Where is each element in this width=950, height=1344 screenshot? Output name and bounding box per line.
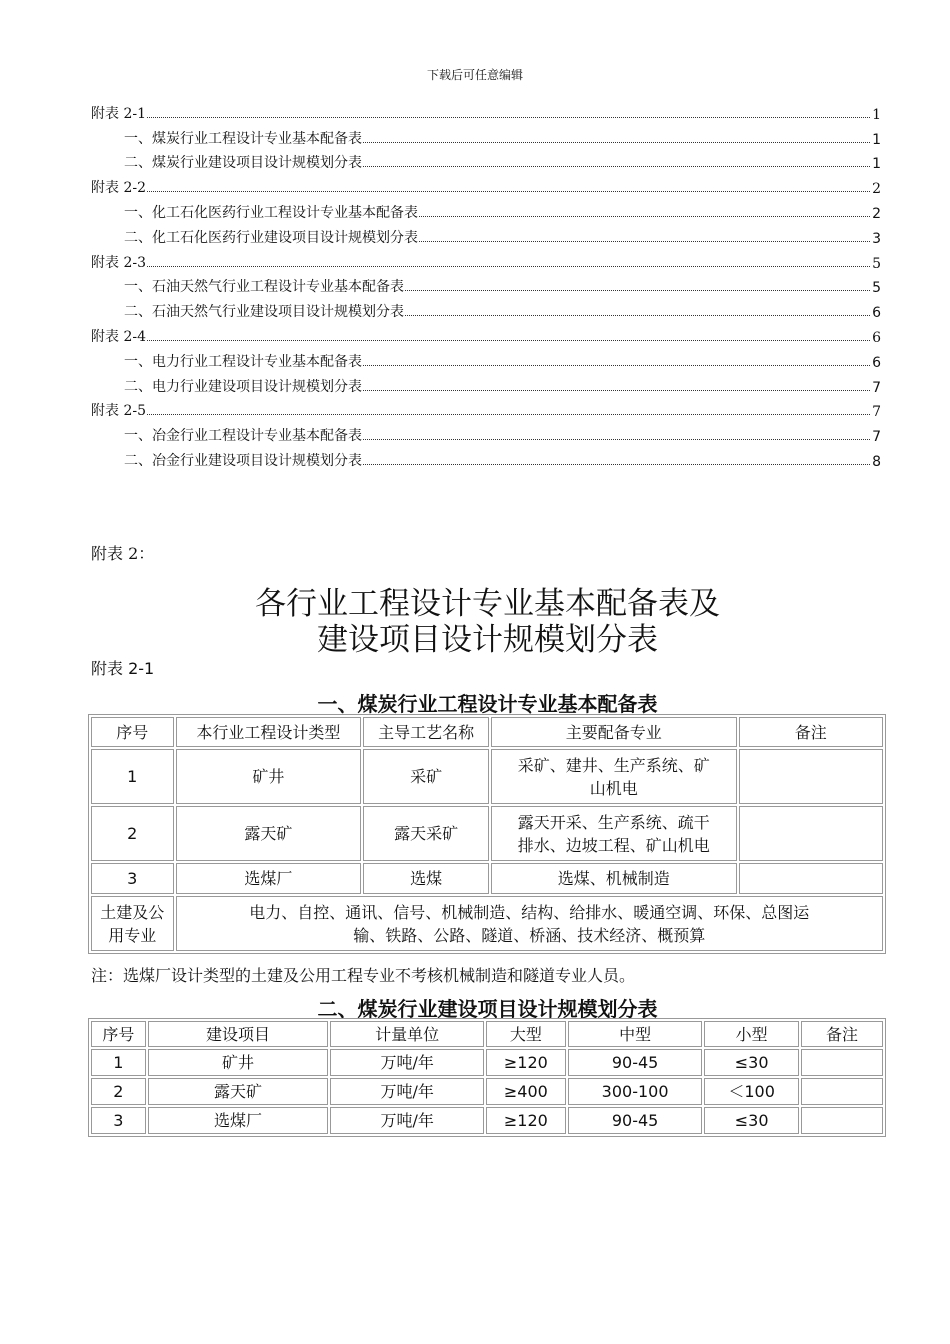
toc-entry[interactable] [91, 371, 881, 396]
toc-entry[interactable] [91, 197, 881, 222]
small: ≤30 [704, 1107, 799, 1134]
attachment-label: 附表 2： [91, 544, 155, 563]
toc-page-number: 1 [872, 106, 881, 123]
toc-leader-dots [147, 340, 870, 341]
header-cell: 大型 [486, 1021, 566, 1047]
toc-entry-text: 二、冶金行业建设项目设计规模划分表 [124, 452, 362, 469]
remark [801, 1078, 883, 1105]
header-cell: 序号 [91, 717, 174, 747]
toc-entry[interactable] [91, 420, 881, 445]
table-row [91, 806, 883, 861]
toc-page-number: 2 [872, 181, 881, 198]
row-no: 3 [91, 863, 174, 894]
public-label-line: 用专业 [108, 925, 157, 945]
process-name: 采矿 [363, 749, 489, 804]
project: 矿井 [148, 1049, 329, 1076]
majors-line: 排水、边坡工程、矿山机电 [517, 835, 710, 855]
toc-entry[interactable] [91, 98, 881, 123]
toc-entry[interactable] [91, 445, 881, 470]
small: ＜100 [704, 1078, 799, 1105]
toc-page-number: 1 [872, 156, 881, 173]
toc-page-number: 6 [872, 329, 881, 346]
medium: 90-45 [568, 1107, 703, 1134]
table-of-contents [91, 98, 881, 470]
majors-line: 山机电 [589, 778, 638, 798]
header-cell: 小型 [704, 1021, 799, 1047]
toc-entry[interactable] [91, 346, 881, 371]
small: ≤30 [704, 1049, 799, 1076]
large: ≥120 [486, 1049, 566, 1076]
table-row [91, 1049, 883, 1076]
toc-entry[interactable] [91, 222, 881, 247]
majors: 选煤、机械制造 [491, 863, 737, 894]
remark [801, 1107, 883, 1134]
toc-entry[interactable] [91, 148, 881, 173]
toc-entry[interactable] [91, 321, 881, 346]
page-header: 下载后可任意编辑 [426, 68, 523, 82]
main-title [0, 586, 950, 658]
table-note: 注：选煤厂设计类型的土建及公用工程专业不考核机械制造和隧道专业人员。 [91, 966, 636, 985]
toc-page-number: 6 [872, 354, 881, 371]
staffing-table [88, 714, 886, 954]
medium: 300-100 [568, 1078, 703, 1105]
toc-entry-text: 二、电力行业建设项目设计规模划分表 [124, 378, 362, 395]
public-content-line: 电力、自控、通讯、信号、机械制造、结构、给排水、暖通空调、环保、总图运 [249, 902, 810, 922]
toc-entry[interactable] [91, 123, 881, 148]
row-no: 2 [91, 806, 174, 861]
toc-entry[interactable] [91, 247, 881, 272]
table-header-row [91, 1021, 883, 1047]
toc-page-number: 1 [872, 131, 881, 148]
header-cell: 备注 [801, 1021, 883, 1047]
public-label [91, 896, 174, 951]
section1-title: 一、煤炭行业工程设计专业基本配备表 [317, 692, 658, 716]
header-cell: 主导工艺名称 [363, 717, 489, 747]
toc-entry-text: 附表 2-1 [91, 105, 146, 122]
toc-page-number: 3 [872, 230, 881, 247]
toc-entry-text: 附表 2-3 [91, 254, 146, 271]
main-title-line-2: 建设项目设计规模划分表 [317, 622, 658, 658]
toc-leader-dots [147, 191, 870, 192]
process-name: 露天采矿 [363, 806, 489, 861]
toc-entry-text: 一、冶金行业工程设计专业基本配备表 [124, 428, 362, 445]
toc-entry-text: 二、煤炭行业建设项目设计规模划分表 [124, 155, 362, 172]
majors [491, 749, 737, 804]
toc-page-number: 5 [872, 255, 881, 272]
row-no: 2 [91, 1078, 146, 1105]
table-row [91, 1078, 883, 1105]
design-type: 选煤厂 [176, 863, 362, 894]
toc-entry[interactable] [91, 172, 881, 197]
toc-page-number: 8 [872, 453, 881, 470]
unit: 万吨/年 [330, 1078, 483, 1105]
row-no: 1 [91, 749, 174, 804]
toc-leader-dots [147, 266, 870, 267]
toc-page-number: 2 [872, 205, 881, 222]
public-content-line: 输、铁路、公路、隧道、桥涵、技术经济、概预算 [353, 925, 706, 945]
toc-leader-dots [405, 315, 870, 316]
toc-entry-text: 附表 2-5 [91, 403, 146, 420]
toc-entry-text: 一、电力行业工程设计专业基本配备表 [124, 353, 362, 370]
toc-entry-text: 一、化工石化医药行业工程设计专业基本配备表 [124, 204, 418, 221]
toc-entry[interactable] [91, 272, 881, 297]
unit: 万吨/年 [330, 1107, 483, 1134]
remark [801, 1049, 883, 1076]
sub-label: 附表 2-1 [91, 659, 155, 678]
project: 选煤厂 [148, 1107, 329, 1134]
row-no: 3 [91, 1107, 146, 1134]
toc-leader-dots [419, 241, 870, 242]
toc-leader-dots [405, 290, 870, 291]
table-row [91, 863, 883, 894]
table-row [91, 1107, 883, 1134]
toc-page-number: 7 [872, 379, 881, 396]
majors-line: 露天开采、生产系统、疏干 [517, 812, 710, 832]
table-header-row [91, 717, 883, 747]
toc-leader-dots [363, 390, 870, 391]
table-row [91, 749, 883, 804]
toc-entry-text: 附表 2-2 [91, 180, 146, 197]
toc-leader-dots [363, 166, 870, 167]
header-cell: 计量单位 [330, 1021, 483, 1047]
large: ≥400 [486, 1078, 566, 1105]
unit: 万吨/年 [330, 1049, 483, 1076]
toc-entry[interactable] [91, 296, 881, 321]
public-label-line: 土建及公 [100, 902, 165, 922]
public-row [91, 896, 883, 951]
toc-page-number: 6 [872, 305, 881, 322]
toc-page-number: 7 [872, 429, 881, 446]
toc-leader-dots [419, 216, 870, 217]
toc-page-number: 5 [872, 280, 881, 297]
medium: 90-45 [568, 1049, 703, 1076]
toc-entry[interactable] [91, 396, 881, 421]
toc-leader-dots [147, 414, 870, 415]
row-no: 1 [91, 1049, 146, 1076]
toc-leader-dots [363, 464, 870, 465]
process-name: 选煤 [363, 863, 489, 894]
toc-entry-text: 二、石油天然气行业建设项目设计规模划分表 [124, 304, 404, 321]
design-type: 露天矿 [176, 806, 362, 861]
toc-leader-dots [363, 365, 870, 366]
scale-table [88, 1018, 886, 1137]
majors-line: 采矿、建井、生产系统、矿 [517, 755, 710, 775]
toc-leader-dots [147, 117, 870, 118]
header-cell: 主要配备专业 [491, 717, 737, 747]
public-content [176, 896, 883, 951]
toc-entry-text: 附表 2-4 [91, 328, 146, 345]
large: ≥120 [486, 1107, 566, 1134]
design-type: 矿井 [176, 749, 362, 804]
toc-entry-text: 一、石油天然气行业工程设计专业基本配备表 [124, 279, 404, 296]
majors [491, 806, 737, 861]
toc-entry-text: 二、化工石化医药行业建设项目设计规模划分表 [124, 229, 418, 246]
toc-leader-dots [363, 439, 870, 440]
section2-title: 二、煤炭行业建设项目设计规模划分表 [317, 997, 658, 1021]
remark [739, 806, 883, 861]
header-cell: 序号 [91, 1021, 146, 1047]
remark [739, 863, 883, 894]
header-cell: 建设项目 [148, 1021, 329, 1047]
header-cell: 本行业工程设计类型 [176, 717, 362, 747]
toc-leader-dots [363, 142, 870, 143]
project: 露天矿 [148, 1078, 329, 1105]
header-cell: 中型 [568, 1021, 703, 1047]
remark [739, 749, 883, 804]
toc-page-number: 7 [872, 404, 881, 421]
toc-entry-text: 一、煤炭行业工程设计专业基本配备表 [124, 130, 362, 147]
main-title-line-1: 各行业工程设计专业基本配备表及 [255, 586, 720, 622]
header-cell: 备注 [739, 717, 883, 747]
